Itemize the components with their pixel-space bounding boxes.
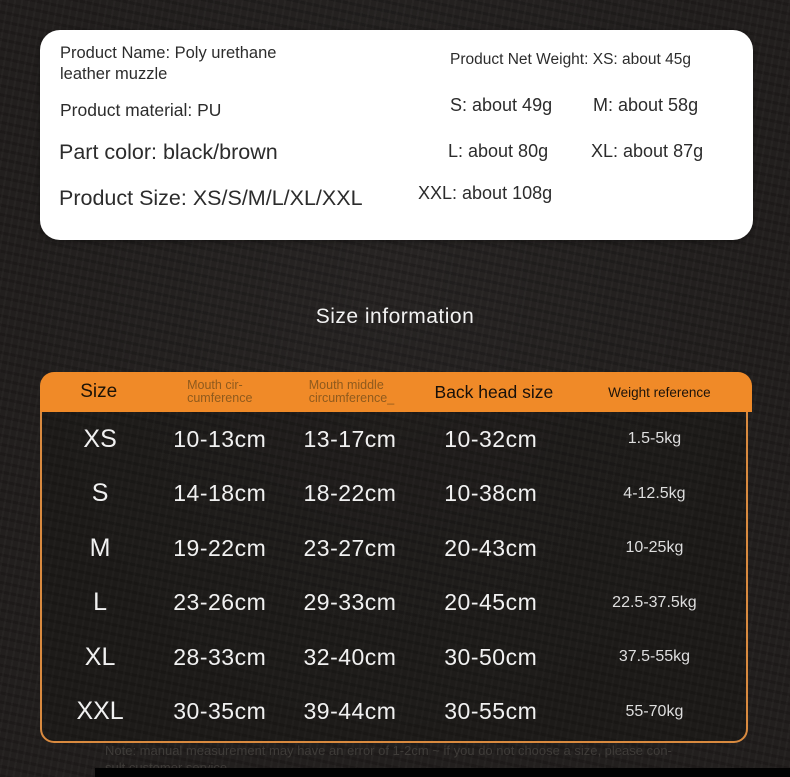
table-row-s <box>42 467 746 522</box>
cell-mouth: 30-35cm <box>173 698 267 725</box>
cell-back-head: 10-32cm <box>444 425 538 452</box>
cell-mouth: 28-33cm <box>173 643 267 670</box>
cell-size: S <box>91 479 109 508</box>
header-mouth-middle-line1: Mouth middle <box>308 378 384 392</box>
net-weight-xxl: XXL: about 108g <box>418 183 553 203</box>
cell-size: L <box>93 588 108 617</box>
cell-back-head: 10-38cm <box>444 480 538 507</box>
cell-mouth: 14-18cm <box>173 480 267 507</box>
cell-back-head: 20-45cm <box>444 589 538 616</box>
table-row-xs <box>42 412 746 467</box>
measurement-note-line1: Note: manual measurement may have an error of 1-2cm ~ if you do not choose a size, please con- <box>105 743 672 758</box>
net-weight-s: S: about 49g <box>450 95 553 115</box>
cell-size: XL <box>84 642 116 671</box>
cell-weight: 22.5-37.5kg <box>612 593 697 611</box>
cell-mouth-middle: 13-17cm <box>303 425 397 452</box>
cell-size: M <box>89 533 111 562</box>
table-row-l <box>42 576 746 631</box>
product-name <box>60 43 340 85</box>
product-name-line1: Product Name: Poly urethane <box>60 44 277 62</box>
header-mouth-middle-circumference <box>282 379 421 405</box>
cell-back-head: 20-43cm <box>444 534 538 561</box>
cell-weight: 1.5-5kg <box>627 430 682 448</box>
cell-mouth: 10-13cm <box>173 425 267 452</box>
net-weight-xs: Product Net Weight: XS: about 45g <box>450 51 691 68</box>
cell-mouth-middle: 23-27cm <box>303 534 397 561</box>
cell-weight: 55-70kg <box>625 702 684 720</box>
cell-mouth: 23-26cm <box>173 589 267 616</box>
header-weight-reference: Weight reference <box>608 384 711 400</box>
product-material: Product material: PU <box>60 100 222 120</box>
table-row-xxl <box>42 685 746 740</box>
net-weight-l: L: about 80g <box>448 141 549 161</box>
product-info-card <box>40 30 753 240</box>
product-size: Product Size: XS/S/M/L/XL/XXL <box>59 186 363 210</box>
section-title: Size information <box>315 305 475 328</box>
cell-weight: 10-25kg <box>625 539 684 557</box>
cell-mouth: 19-22cm <box>173 534 267 561</box>
bottom-black-bar <box>95 768 790 777</box>
part-color: Part color: black/brown <box>59 140 278 164</box>
cell-weight: 4-12.5kg <box>623 484 686 502</box>
cell-size: XXL <box>76 697 124 726</box>
net-weight-m: M: about 58g <box>593 95 699 115</box>
size-table-header <box>40 372 752 412</box>
cell-back-head: 30-50cm <box>444 643 538 670</box>
header-size: Size <box>80 381 118 402</box>
table-row-m <box>42 521 746 576</box>
size-table-body <box>40 412 748 743</box>
cell-mouth-middle: 18-22cm <box>303 480 397 507</box>
cell-weight: 37.5-55kg <box>618 648 691 666</box>
net-weight-xl: XL: about 87g <box>591 141 704 161</box>
cell-mouth-middle: 29-33cm <box>303 589 397 616</box>
cell-mouth-middle: 32-40cm <box>303 643 397 670</box>
cell-back-head: 30-55cm <box>444 698 538 725</box>
header-mouth-middle-line2: circumference_ <box>308 391 395 405</box>
header-mouth-circumference-line2: cumference <box>187 391 253 405</box>
cell-mouth-middle: 39-44cm <box>303 698 397 725</box>
table-row-xl <box>42 630 746 685</box>
cell-size: XS <box>83 424 117 453</box>
product-name-line2: leather muzzle <box>60 65 168 83</box>
header-back-head-size: Back head size <box>434 381 554 402</box>
header-mouth-circumference <box>157 379 282 405</box>
header-mouth-circumference-line1: Mouth cir- <box>187 378 243 392</box>
